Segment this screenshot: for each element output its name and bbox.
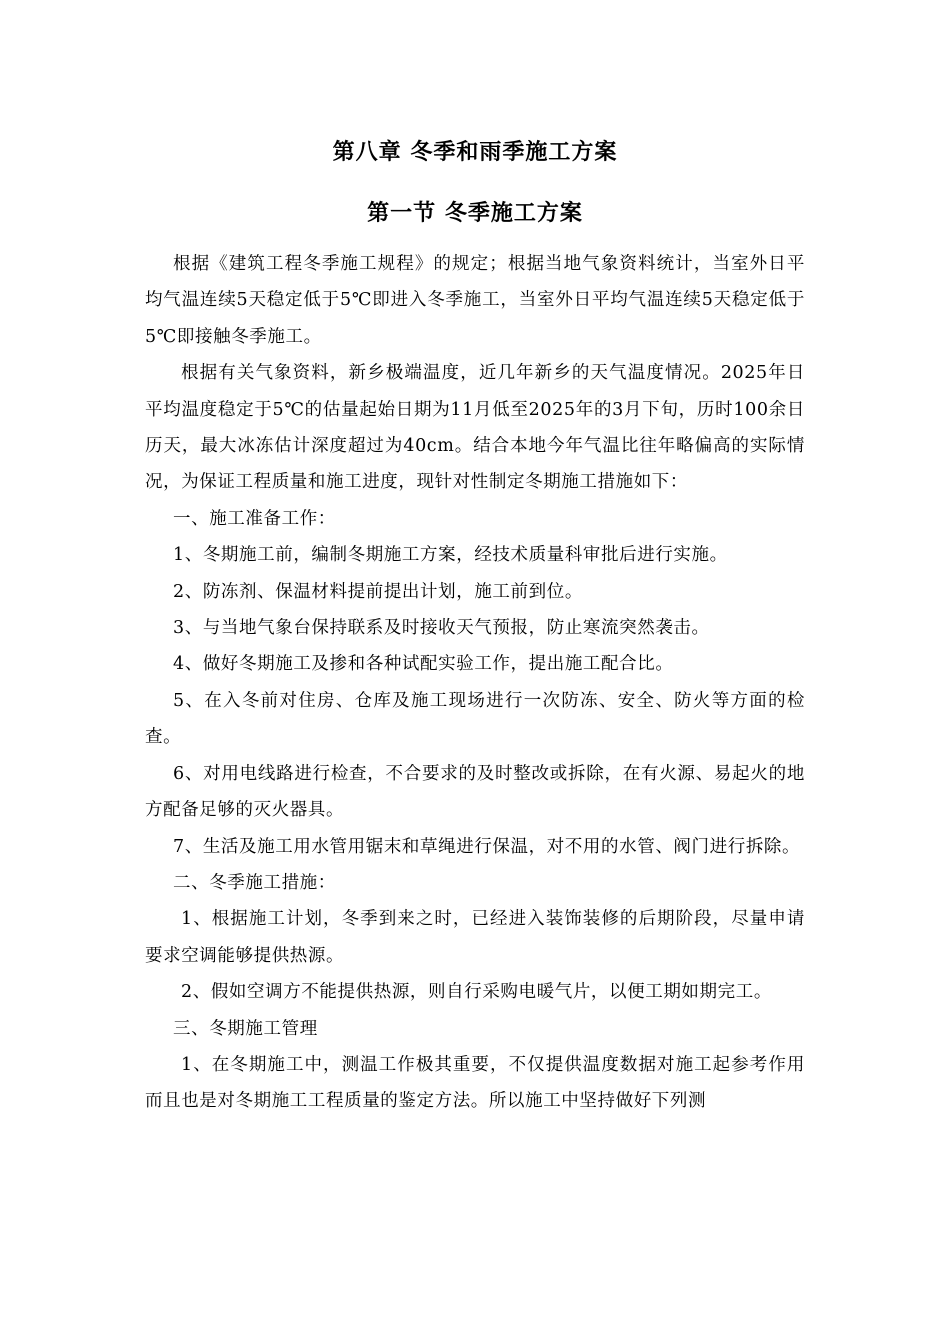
body-text: [145, 246, 805, 1120]
chapter-title: 第八章 冬季和雨季施工方案: [332, 139, 618, 165]
list-item: 4、做好冬期施工及掺和各种试配实验工作，提出施工配合比。: [173, 654, 674, 675]
list-item: 6、对用电线路进行检查，不合要求的及时整改或拆除，在有火源、易起火的地方配备足够的灭火器具。: [145, 763, 805, 821]
heading-management: 三、冬期施工管理: [173, 1018, 318, 1039]
list-item: 5、在入冬前对住房、仓库及施工现场进行一次防冻、安全、防火等方面的检查。: [145, 690, 805, 748]
list-item: 2、假如空调方不能提供热源，则自行采购电暖气片，以便工期如期完工。: [181, 982, 772, 1003]
heading-measures: 二、冬季施工措施：: [173, 872, 336, 893]
section-title: 第一节 冬季施工方案: [367, 200, 583, 226]
list-item: 2、防冻剂、保温材料提前提出计划，施工前到位。: [173, 581, 583, 602]
list-item: 1、在冬期施工中，测温工作极其重要，不仅提供温度数据对施工起参考作用而且也是对冬期施工工程质量的鉴定方法。所以施工中坚持做好下列测: [145, 1054, 805, 1112]
list-item: 1、冬期施工前，编制冬期施工方案，经技术质量科审批后进行实施。: [173, 545, 728, 566]
list-item: 3、与当地气象台保持联系及时接收天气预报，防止寒流突然袭击。: [173, 618, 710, 639]
paragraph-weather: 根据有关气象资料，新乡极端温度，近几年新乡的天气温度情况。2025年日平均温度稳定于5℃的估量起始日期为11月低至2025年的3月下旬，历时100余日历天，最大冰冻估计深度超过为40cm。结合本地今年气温比往年略偏高的实际情况，为保证工程质量和施工进度，现针对性制定冬期施工措施如下：: [145, 363, 805, 493]
list-item: 7、生活及施工用水管用锯末和草绳进行保温，对不用的水管、阀门进行拆除。: [173, 836, 801, 857]
list-item: 1、根据施工计划，冬季到来之时，已经进入装饰装修的后期阶段，尽量申请要求空调能够提供热源。: [145, 909, 805, 966]
paragraph-regulation: 根据《建筑工程冬季施工规程》的规定；根据当地气象资料统计，当室外日平均气温连续5天稳定低于5℃即进入冬季施工，当室外日平均气温连续5天稳定低于5℃即接触冬季施工。: [145, 254, 805, 347]
heading-preparation: 一、施工准备工作：: [173, 508, 336, 529]
